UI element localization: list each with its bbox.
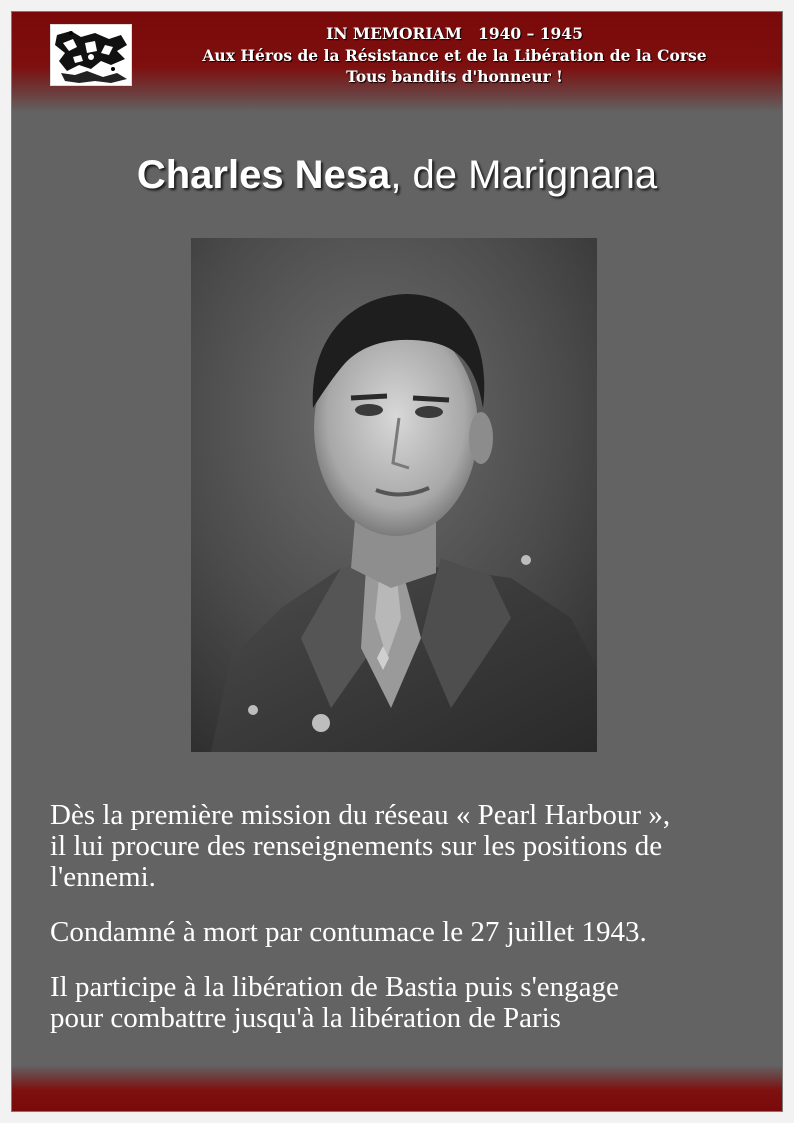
hero-village: , de Marignana <box>390 153 658 197</box>
portrait-photo <box>191 238 597 752</box>
bio-paragraph-liberation: Il participe à la libération de Bastia puis s'engage pour combattre jusqu'à la libération de Paris <box>50 971 619 1034</box>
header-motto: Tous bandits d'honneur ! <box>346 67 563 86</box>
header-dedication: Aux Héros de la Résistance et de la Libération de la Corse <box>202 45 707 65</box>
bio-paragraph-mission: Dès la première mission du réseau « Pearl Harbour », il lui procure des renseignements sur les positions de l'ennemi. <box>50 799 671 893</box>
page-title <box>12 152 782 198</box>
footer-band <box>12 1065 782 1111</box>
header-text <box>152 23 757 88</box>
header-memoriam: IN MEMORIAM 1940 – 1945 <box>326 24 583 43</box>
biography <box>50 800 750 1058</box>
bio-paragraph-sentence: Condamné à mort par contumace le 27 juillet 1943. <box>50 916 647 948</box>
hero-name: Charles Nesa <box>136 153 391 197</box>
resistance-logo <box>50 24 132 86</box>
memorial-sheet <box>11 11 783 1112</box>
